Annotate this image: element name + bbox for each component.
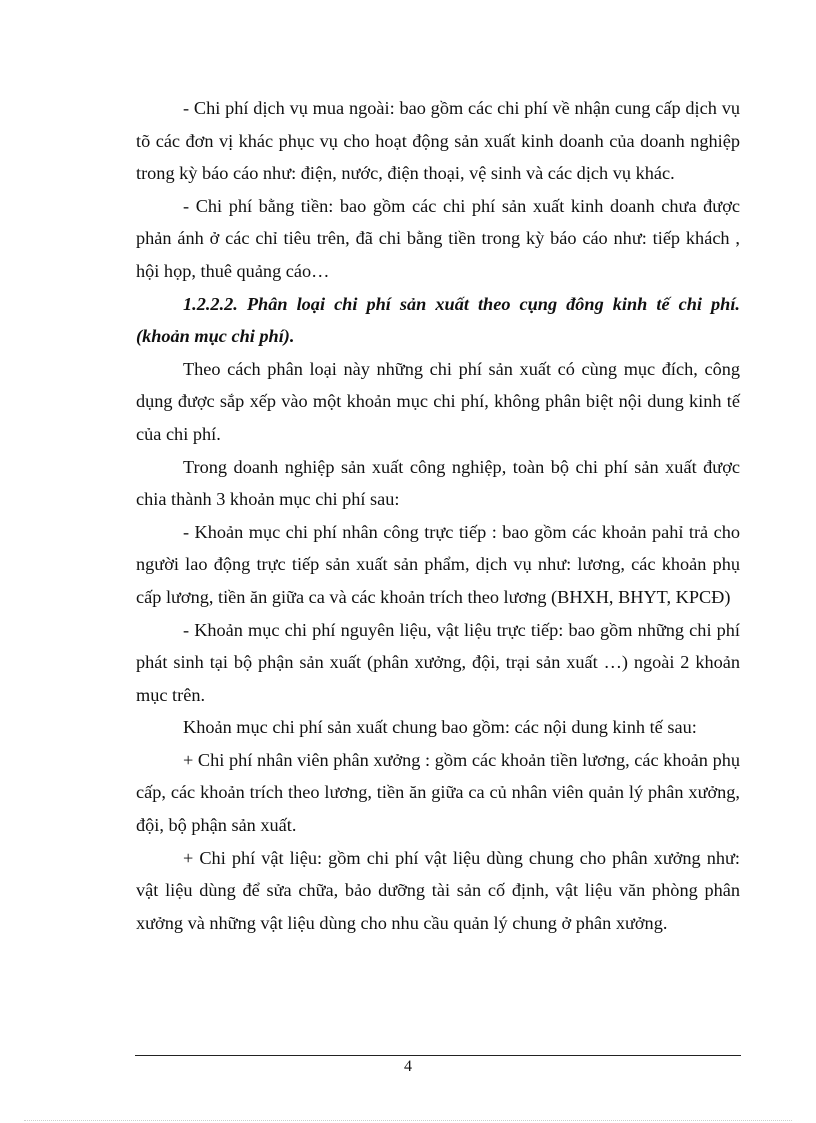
paragraph-general-production-cost: Khoản mục chi phí sản xuất chung bao gồm: các nội dung kinh tế sau: (183, 717, 697, 738)
paragraph-classification-intro: Theo cách phân loại này những chi phí sản xuất có cùng mục đích, công dụng được sắp xếp vào một khoản mục chi phí, không phân biệt nội dung kinh tế của chi phí. (136, 358, 740, 444)
paragraph-workshop-staff-cost: + Chi phí nhân viên phân xưởng : gồm các khoản tiền lương, các khoản phụ cấp, các khoản trích theo lương, tiền ăn giữa ca củ nhân viên quản lý phân xưởng, đội, bộ phận sản xuất. (136, 749, 740, 836)
paragraph-direct-materials-cost: - Khoản mục chi phí nguyên liệu, vật liệu trực tiếp: bao gồm những chi phí phát sinh tại bộ phận sản xuất (phân xưởng, đội, trại sản xuất …) ngoài 2 khoản mục trên. (136, 619, 740, 705)
paragraph-three-cost-items: Trong doanh nghiệp sản xuất công nghiệp, toàn bộ chi phí sản xuất được chia thành 3 khoản mục chi phí sau: (136, 456, 740, 510)
footer-divider (135, 1055, 741, 1056)
section-heading-1-2-2-2: 1.2.2.2. Phân loại chi phí sản xuất theo cụng đông kinh tế chi phí. (khoản mục chi phí). (136, 293, 740, 347)
paragraph-cash-expenses: - Chi phí bằng tiền: bao gồm các chi phí sản xuất kinh doanh chưa được phản ánh ở các chỉ tiêu trên, đã chi bằng tiền trong kỳ báo cáo như: tiếp khách , hội họp, thuê quảng cáo… (136, 195, 740, 281)
paragraph-direct-labor-cost: - Khoản mục chi phí nhân công trực tiếp : bao gồm các khoản pahỉ trả cho người lao động trực tiếp sản xuất sản phẩm, dịch vụ như: lương, các khoản phụ cấp lương, tiền ăn giữa ca và các khoản trích theo lương (BHXH, BHYT, KPCĐ) (136, 521, 740, 607)
page-bottom-edge (24, 1120, 792, 1121)
paragraph-outsourced-services-cost: - Chi phí dịch vụ mua ngoài: bao gồm các chi phí về nhận cung cấp dịch vụ tõ các đơn vị khác phục vụ cho hoạt động sản xuất kinh doanh của doanh nghiệp trong kỳ báo cáo như: điện, nước, điện thoại, vệ sinh và các dịch vụ khác. (136, 98, 740, 184)
paragraph-materials-cost: + Chi phí vật liệu: gồm chi phí vật liệu dùng chung cho phân xưởng như: vật liệu dùng để sửa chữa, bảo dưỡng tài sản cố định, vật liệu văn phòng phân xưởng và những vật liệu dùng cho nhu cầu quản lý chung ở phân xưởng. (136, 847, 740, 933)
page-number: 4 (404, 1058, 412, 1075)
page-body (136, 92, 740, 939)
